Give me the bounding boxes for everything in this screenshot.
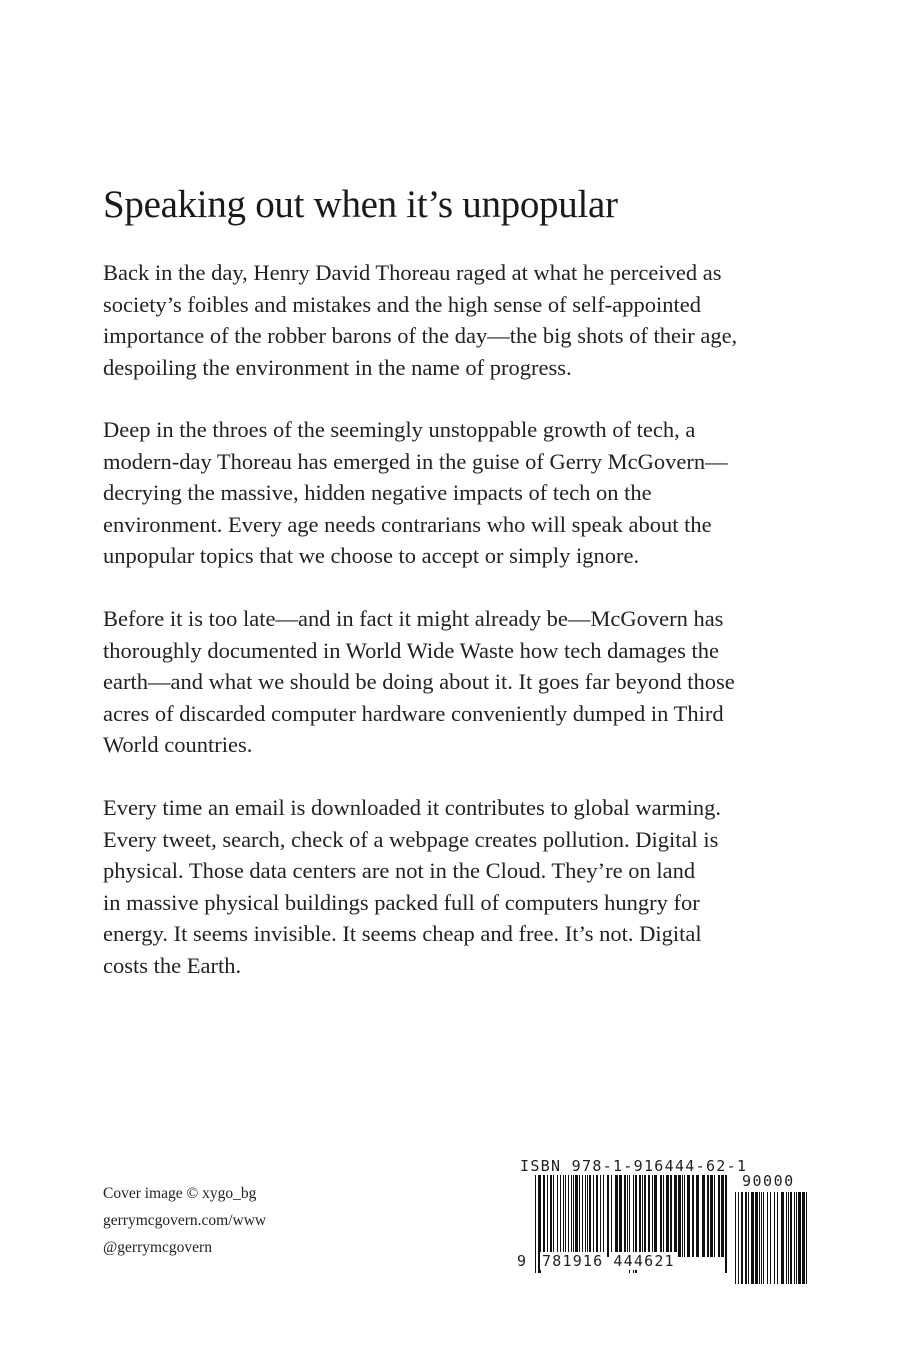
barcode-bar: [543, 1175, 545, 1257]
barcode-bar: [788, 1192, 789, 1284]
text-line: importance of the robber barons of the day—the big shots of their age,: [103, 323, 738, 348]
text-line: Deep in the throes of the seemingly unstoppable growth of tech, a: [103, 417, 696, 442]
barcode-bar: [761, 1192, 762, 1284]
barcode-bar: [587, 1175, 588, 1257]
barcode-bar: [763, 1192, 764, 1284]
barcode-bar: [707, 1175, 709, 1257]
price-addon-barcode-bars: [735, 1192, 809, 1284]
barcode-bar: [563, 1175, 564, 1257]
barcode-bar: [654, 1175, 657, 1257]
barcode-bar: [557, 1175, 558, 1257]
barcode-bar: [600, 1175, 601, 1257]
price-code: 90000: [742, 1172, 795, 1190]
barcode-bar: [696, 1175, 699, 1257]
barcode-bar: [721, 1175, 724, 1257]
text-line: Back in the day, Henry David Thoreau raged at what he perceived as: [103, 260, 722, 285]
author-website: gerrymcgovern.com/www: [103, 1212, 267, 1229]
barcode-bar: [741, 1192, 743, 1284]
barcode-bar: [745, 1192, 747, 1284]
barcode-bar: [660, 1175, 662, 1257]
barcode-bar: [770, 1192, 771, 1284]
barcode-bar: [748, 1192, 749, 1284]
barcode-bar: [644, 1175, 646, 1257]
barcode-bar: [615, 1175, 618, 1257]
barcode-bar: [714, 1175, 715, 1257]
barcode-left-digits: 781916: [542, 1252, 604, 1270]
blurb-paragraph-1: [103, 257, 737, 383]
barcode-bar: [547, 1175, 548, 1257]
barcode-digits: [517, 1252, 677, 1270]
barcode-bar: [603, 1175, 604, 1257]
barcode-bar: [619, 1175, 622, 1257]
barcode-bar: [794, 1192, 795, 1284]
barcode-bar: [579, 1175, 580, 1257]
barcode-bar: [735, 1192, 736, 1284]
barcode-bar: [687, 1175, 690, 1257]
barcode-bar: [802, 1192, 805, 1284]
text-line: Every tweet, search, check of a webpage creates pollution. Digital is: [103, 826, 719, 852]
barcode-right-digits: 444621: [613, 1252, 675, 1270]
barcode-bar: [684, 1175, 685, 1257]
text-line: despoiling the environment in the name of progress.: [103, 354, 572, 380]
barcode-bar: [798, 1192, 801, 1284]
blurb-paragraph-3: [103, 603, 735, 761]
cover-image-credit: Cover image © xygo_bg: [103, 1185, 257, 1202]
barcode-bar: [666, 1175, 669, 1257]
isbn-label: ISBN 978-1-916444-62-1: [520, 1157, 748, 1175]
text-line: Before it is too late—and in fact it might already be—McGovern has: [103, 606, 724, 631]
barcode-bar: [585, 1175, 586, 1257]
text-line: acres of discarded computer hardware conveniently dumped in Third: [103, 700, 724, 726]
barcode-bar: [627, 1175, 628, 1257]
cover-headline: Speaking out when it’s unpopular: [103, 183, 618, 226]
text-line: decrying the massive, hidden negative impacts of tech on the: [103, 480, 652, 505]
barcode-bar: [652, 1175, 653, 1257]
barcode-bar: [718, 1175, 720, 1257]
text-line: earth—and what we should be doing about it. It goes far beyond those: [103, 669, 735, 694]
text-line: energy. It seems invisible. It seems cheap and free. It’s not. Digital: [103, 921, 702, 946]
barcode-bar: [611, 1175, 612, 1257]
blurb-paragraph-2: [103, 414, 728, 572]
barcode-bar: [642, 1175, 643, 1257]
barcode-bar: [639, 1175, 641, 1257]
barcode-bar: [777, 1192, 778, 1284]
barcode-bar: [575, 1175, 578, 1257]
barcode-bar: [806, 1192, 807, 1284]
barcode-bar: [790, 1192, 792, 1284]
barcode-bar: [755, 1192, 758, 1284]
text-line: costs the Earth.: [103, 952, 242, 978]
text-line: World countries.: [103, 732, 253, 757]
barcode-bar: [648, 1175, 650, 1257]
text-line: thoroughly documented in World Wide Waste how tech damages the: [103, 637, 719, 663]
text-line: in massive physical buildings packed full of computers hungry for: [103, 889, 700, 915]
barcode-bar: [759, 1192, 760, 1284]
barcode-bar: [682, 1175, 683, 1257]
barcode-bar: [573, 1175, 574, 1257]
barcode-bar: [550, 1175, 552, 1257]
barcode-bar: [767, 1192, 768, 1284]
barcode-bar: [607, 1175, 609, 1257]
barcode-bar: [571, 1175, 572, 1257]
barcode-bar: [593, 1175, 594, 1257]
barcode-bar: [674, 1175, 677, 1257]
barcode-bar: [781, 1192, 784, 1284]
barcode-bar: [624, 1175, 626, 1257]
isbn-barcode: [517, 1157, 817, 1287]
barcode-bar: [565, 1175, 566, 1257]
barcode-bar: [774, 1192, 775, 1284]
text-line: unpopular topics that we choose to accept or simply ignore.: [103, 543, 640, 568]
barcode-bar: [702, 1175, 705, 1257]
barcode-bar: [725, 1175, 727, 1273]
text-line: physical. Those data centers are not in the Cloud. They’re on land: [103, 858, 696, 883]
barcode-bar: [568, 1175, 569, 1257]
barcode-bar: [582, 1175, 583, 1257]
text-line: environment. Every age needs contrarians who will speak about the: [103, 511, 712, 537]
barcode-bar: [738, 1192, 739, 1284]
barcode-bar: [589, 1175, 591, 1257]
barcode-bar: [596, 1175, 598, 1257]
barcode-bar: [751, 1192, 754, 1284]
barcode-bar: [663, 1175, 664, 1257]
blurb-paragraph-4: [103, 792, 721, 981]
text-line: Every time an email is downloaded it contributes to global warming.: [103, 795, 721, 820]
barcode-bar: [553, 1175, 554, 1257]
barcode-bar: [796, 1192, 797, 1284]
barcode-first-digit: 9: [517, 1252, 528, 1270]
barcode-bar: [710, 1175, 713, 1257]
barcode-bar: [560, 1175, 561, 1257]
barcode-bar: [670, 1175, 672, 1257]
text-line: society’s foibles and mistakes and the high sense of self-appointed: [103, 291, 701, 317]
barcode-bar: [692, 1175, 694, 1257]
cover-credits: [103, 1180, 266, 1261]
text-line: modern-day Thoreau has emerged in the guise of Gerry McGovern—: [103, 448, 728, 474]
barcode-bar: [678, 1175, 681, 1257]
barcode-bar: [786, 1192, 787, 1284]
author-handle: @gerrymcgovern: [103, 1239, 212, 1256]
